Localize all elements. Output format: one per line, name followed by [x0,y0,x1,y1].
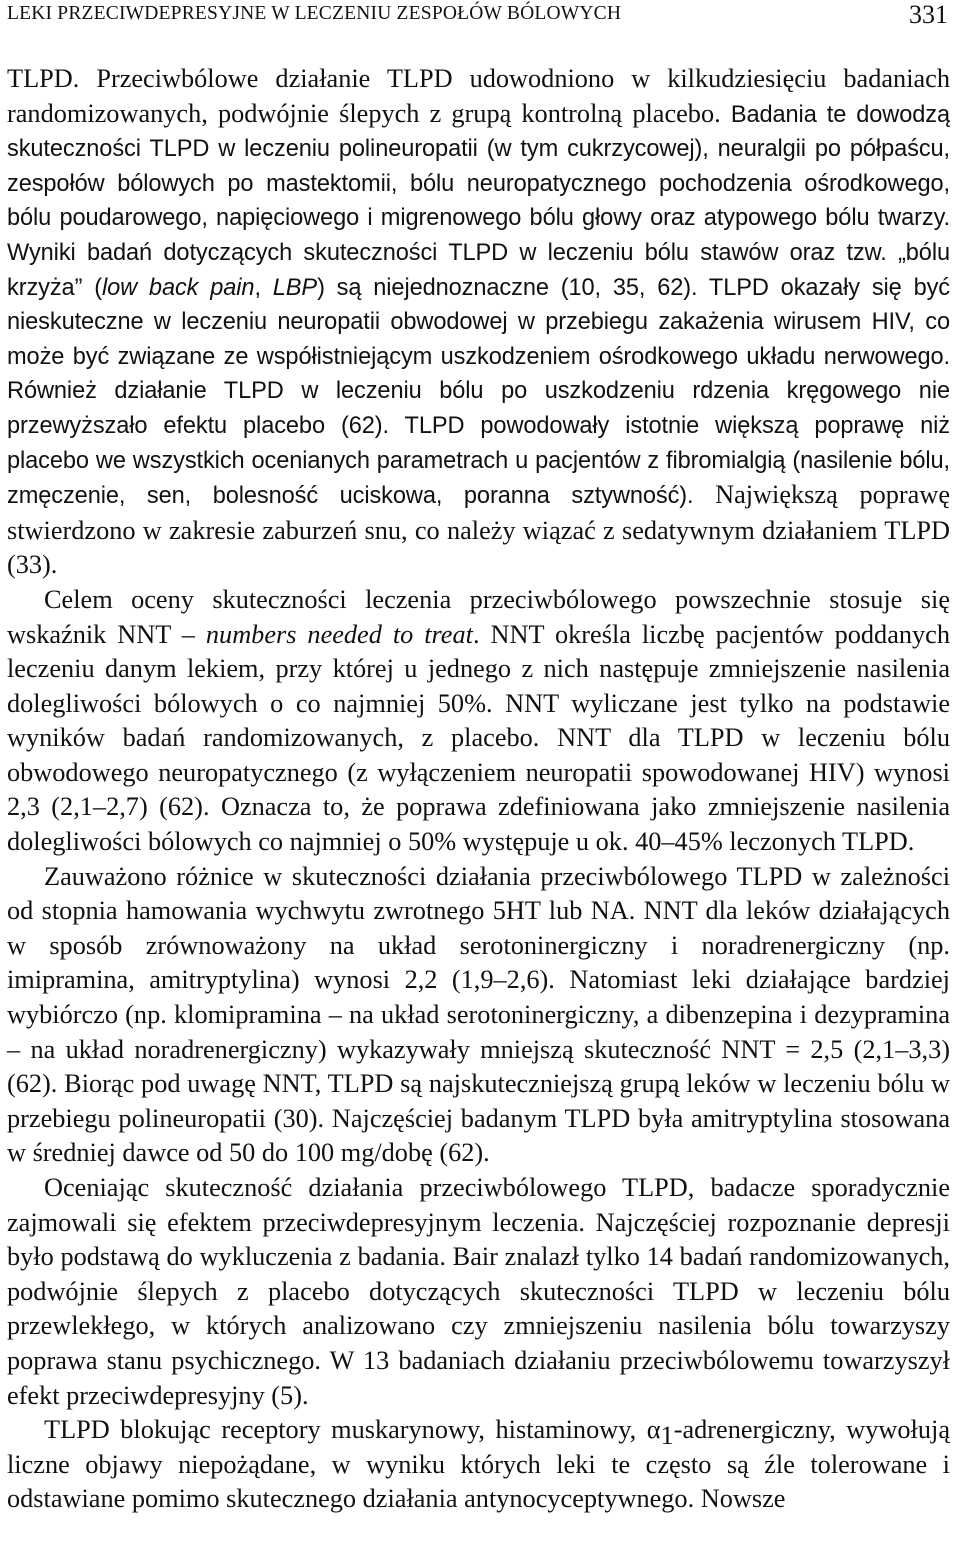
text-run-italic: numbers needed to treat [205,619,473,649]
paragraph-3 [7,860,950,1171]
text-run: Zauważono różnice w skuteczności działania przeciwbólowego TLPD w zależności od stopnia hamowania wychwytu zwrotnego 5HT lub NA. NNT dla leków działających w sposób zrównoważony na układ serotoninergiczny i noradrenergiczny (np. imipramina, amitryptylina) wynosi 2,2 (1,9–2,6). Natomiast leki działające bardziej wybiórczo (np. klomipramina – na układ serotoninergiczny, a dibenzepina i dezypramina – na układ noradrenergiczny) wykazywały mniejszą skuteczność NNT = 2,5 (2,1–3,3) (62). Biorąc pod uwagę NNT, TLPD są najskuteczniejszą grupą leków w leczeniu bólu w przebiegu polineuropatii (30). Najczęściej badanym TLPD była amitryptylina stosowana w średniej dawce od 50 do 100 mg/dobę (62). [7,861,950,1168]
text-run: . NNT określa liczbę pacjentów poddanych leczeniu danym lekiem, przy której u jednego z nich następuje zmniejszenie nasilenia dolegliwości bólowych o co najmniej 50%. NNT wyliczane jest tylko na podstawie wyników badań randomizowanych, z placebo. NNT dla TLPD w leczeniu bólu obwodowego neuropatycznego (z wyłączeniem neuropatii spowodowanej HIV) wynosi 2,3 (2,1–2,7) (62). Oznacza to, że poprawa zdefiniowana jako zmniejszenie nasilenia dolegliwości bólowych co najmniej o 50% występuje u ok. 40–45% leczonych TLPD. [7,619,950,857]
text-run-italic: LBP [272,274,318,301]
page-number: 331 [909,0,948,29]
text-run: -adrenergiczny, wywołują liczne objawy niepożądane, w wyniku których leki te często są źle tolerowane i odstawiane pomimo skutecznego działania antynocyceptywnego. Nowsze [7,1415,950,1514]
text-run: Badania te dowodzą skuteczności TLPD w leczeniu polineuropatii (w tym cukrzycowej), neuralgii po półpaścu, zespołów bólowych po mastektomii, bólu neuropatycznego pochodzenia ośrodkowego, bólu poudarowego, napięciowego i migrenowego bólu głowy oraz atypowego bólu twarzy. Wyniki badań dotyczących skuteczności TLPD w leczeniu bólu stawów oraz tzw. „bólu krzyża” ( [7,101,950,301]
paragraph-4 [7,1171,950,1413]
paragraph-2 [7,583,950,860]
body-text [7,62,950,1517]
text-run: Oceniając skuteczność działania przeciwbólowego TLPD, badacze sporadycznie zajmowali się efektem przeciwdepresyjnym leczenia. Najczęściej rozpoznanie depresji było podstawą do wykluczenia z badania. Bair znalazł tylko 14 badań randomizowanych, podwójnie ślepych z placebo dotyczących skuteczności TLPD w leczeniu bólu przewlekłego, w których analizowano czy zmniejszeniu nasilenia bólu towarzyszy poprawa stanu psychicznego. W 13 badaniach działaniu przeciwbólowemu towarzyszył efekt przeciwdepresyjny (5). [7,1173,950,1410]
paragraph-5 [7,1413,950,1517]
paragraph-1 [7,62,950,583]
text-run: , [254,274,273,301]
text-run: Celem oceny skuteczności leczenia przeciwbólowego powszechnie stosuje się wskaźnik NNT – [7,584,950,649]
text-run: ) są niejednoznaczne (10, 35, 62). TLPD okazały się być nieskuteczne w leczeniu neuropatii obwodowej w przebiegu zakażenia wirusem HIV, co może być związane ze współistniejącym uszkodzeniem ośrodkowego układu nerwowego. Również działanie TLPD w leczeniu bólu po uszkodzeniu rdzenia kręgowego nie przewyższało efektu placebo (62). TLPD powodowały istotnie większą poprawę niż placebo we wszystkich ocenianych parametrach u pacjentów z fibromialgią (nasilenie bólu, zmęczenie, sen, bolesność uciskowa, poranna sztywność). [7,274,950,510]
text-run-italic: low back pain [101,274,255,301]
text-run: TLPD. Przeciwbólowe działanie TLPD udowodniono w kilkudziesięciu badaniach randomizowanych, podwójnie ślepych z grupą kontrolną placebo. [7,64,950,128]
subscript: 1 [660,1421,674,1451]
running-header [7,0,950,36]
text-run: Największą poprawę stwierdzono w zakresie zaburzeń snu, co należy wiązać z sedatywnym działaniem TLPD (33). [7,480,950,580]
running-title: LEKI PRZECIWDEPRESYJNE W LECZENIU ZESPOŁÓW BÓLOWYCH [7,3,622,24]
text-run: TLPD blokując receptory muskarynowy, histaminowy, α [44,1415,661,1445]
